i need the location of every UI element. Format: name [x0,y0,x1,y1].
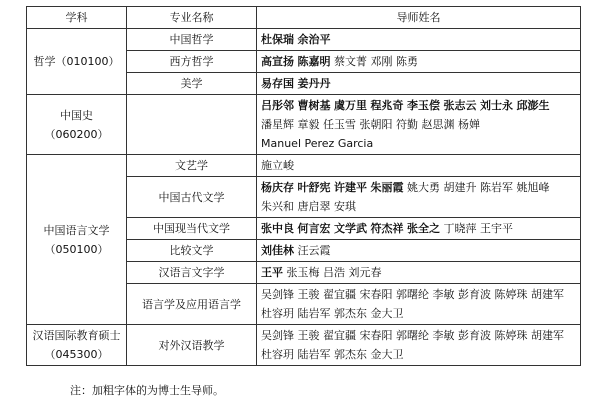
advisor-name-phd: 张中良 [261,222,294,235]
discipline-cell: 中国史（060200） [27,95,127,155]
advisor-name: 安琪 [334,200,356,213]
advisor-name-phd: 张志云 [443,99,477,112]
advisor-name-phd: 文学武 [334,222,367,235]
advisor-name: 张朝阳 [359,118,393,131]
advisor-name-phd: 曹树基 [297,99,331,112]
advisor-name-phd: 朱丽霞 [370,181,404,194]
advisor-name: 宋春阳 [359,329,393,342]
advisor-name: 邓刚 [370,55,393,68]
advisor-name: 杜容玥 [261,348,294,361]
advisor-name-phd: 许建平 [334,181,367,194]
table-row [27,29,581,51]
header-discipline: 学科 [27,7,127,29]
footnote: 注：加粗字体的为博士生导师。 [70,384,224,397]
advisors-cell [257,95,581,155]
table-row [27,155,581,177]
advisor-name: 吴剑锋 [261,288,294,301]
advisor-name: 唐启翠 [297,200,331,213]
advisor-name: 金大卫 [370,307,404,320]
major-cell: 中国古代文学 [127,177,257,218]
advisor-name: 胡建军 [531,329,564,342]
advisor-name: 王宇平 [480,222,513,235]
advisors-cell [257,284,581,325]
advisor-name: 翟宜疆 [323,329,356,342]
major-cell: 西方哲学 [127,51,257,73]
advisor-name: 杨婵 [458,118,480,131]
advisor-name: 陈岩军 [480,181,513,194]
header-advisors: 导师姓名 [257,7,581,29]
advisors-cell [257,262,581,284]
advisor-name: 施立峻 [261,159,294,172]
advisor-name-phd: 刘士永 [480,99,513,112]
advisor-name: 吕浩 [323,266,345,279]
advisor-name: 赵思渊 [421,118,455,131]
advisor-name: 胡建升 [443,181,477,194]
advisor-name: 胡建军 [531,288,564,301]
major-cell [127,95,257,155]
advisor-name-phd: 王平 [261,266,283,279]
table-row [27,325,581,366]
advisor-name: 潘星辉 [261,118,294,131]
advisors-cell [257,177,581,218]
advisor-name-phd: 易存国 [261,77,294,90]
advisor-name: 金大卫 [370,348,404,361]
discipline-cell: 中国语言文学（050100） [27,155,127,325]
discipline-cell: 哲学（010100） [27,29,127,95]
advisors-cell [257,325,581,366]
advisor-name: 刘元春 [348,266,382,279]
advisor-name-phd: 姜丹丹 [297,77,331,90]
advisor-name: 王骏 [297,288,320,301]
major-cell: 文艺学 [127,155,257,177]
advisor-name-phd: 虞万里 [334,99,367,112]
advisor-name: 李敏 [432,288,455,301]
advisor-name: 张玉梅 [286,266,320,279]
advisors-cell [257,29,581,51]
advisor-name: 郭杰东 [334,348,367,361]
advisor-name: 郭曙纶 [396,329,429,342]
advisor-name-phd: 余治平 [297,33,331,46]
advisor-name: 陆岩军 [297,348,331,361]
advisors-cell [257,155,581,177]
advisor-name: 杜容玥 [261,307,294,320]
table-row [27,95,581,155]
advisor-name-phd: 陈嘉明 [297,55,331,68]
advisor-name-phd: 邱澎生 [516,99,550,112]
advisors-cell [257,218,581,240]
advisor-name-phd: 吕彤邻 [261,99,294,112]
advisor-name: 任玉雪 [323,118,356,131]
advisor-name: 彭育波 [458,329,491,342]
advisors-cell [257,73,581,95]
advisor-name: 陈勇 [396,55,418,68]
advisor-name: 陈婷珠 [494,329,528,342]
advisor-name-phd: 张全之 [407,222,440,235]
advisor-name-phd: 叶舒宪 [297,181,331,194]
advisor-name: 翟宜疆 [323,288,356,301]
header-major: 专业名称 [127,7,257,29]
advisors-cell [257,240,581,262]
advisor-name: 姚旭峰 [516,181,550,194]
advisor-name: 彭育波 [458,288,491,301]
major-cell: 中国现当代文学 [127,218,257,240]
advisor-name: 吴剑锋 [261,329,294,342]
advisor-name: 蔡文菁 [334,55,367,68]
advisor-name: 陆岩军 [297,307,331,320]
major-cell: 美学 [127,73,257,95]
major-cell: 中国哲学 [127,29,257,51]
discipline-cell: 汉语国际教育硕士（045300） [27,325,127,366]
advisor-name: 王骏 [297,329,320,342]
table-body [27,29,581,366]
advisor-name-phd: 杜保瑞 [261,33,294,46]
advisor-name: 郭杰东 [334,307,367,320]
advisor-name: 汪云霞 [297,244,331,257]
advisor-name-phd: 杨庆存 [261,181,294,194]
major-cell: 语言学及应用语言学 [127,284,257,325]
advisors-cell [257,51,581,73]
advisor-name: 丁晓萍 [443,222,477,235]
advisor-name-phd: 刘佳林 [261,244,294,257]
advisor-name: 李敏 [432,329,455,342]
advisor-name: 陈婷珠 [494,288,528,301]
advisor-name: 姚大勇 [407,181,440,194]
advisor-name: 宋春阳 [359,288,393,301]
advisor-name-phd: 程兆奇 [370,99,404,112]
advisor-name-phd: 高宣扬 [261,55,294,68]
advisor-name: 郭曙纶 [396,288,429,301]
advisor-name: 符勤 [396,118,418,131]
advisor-name-phd: 何言宏 [297,222,331,235]
advisor-table [26,6,581,366]
major-cell: 比较文学 [127,240,257,262]
advisor-name: 朱兴和 [261,200,294,213]
major-cell: 汉语言文字学 [127,262,257,284]
advisor-name: 章毅 [297,118,320,131]
major-cell: 对外汉语教学 [127,325,257,366]
advisor-name: Manuel Perez Garcia [261,137,374,150]
table-header-row [27,7,581,29]
advisor-name-phd: 符杰祥 [370,222,404,235]
advisor-name-phd: 李玉偿 [407,99,440,112]
